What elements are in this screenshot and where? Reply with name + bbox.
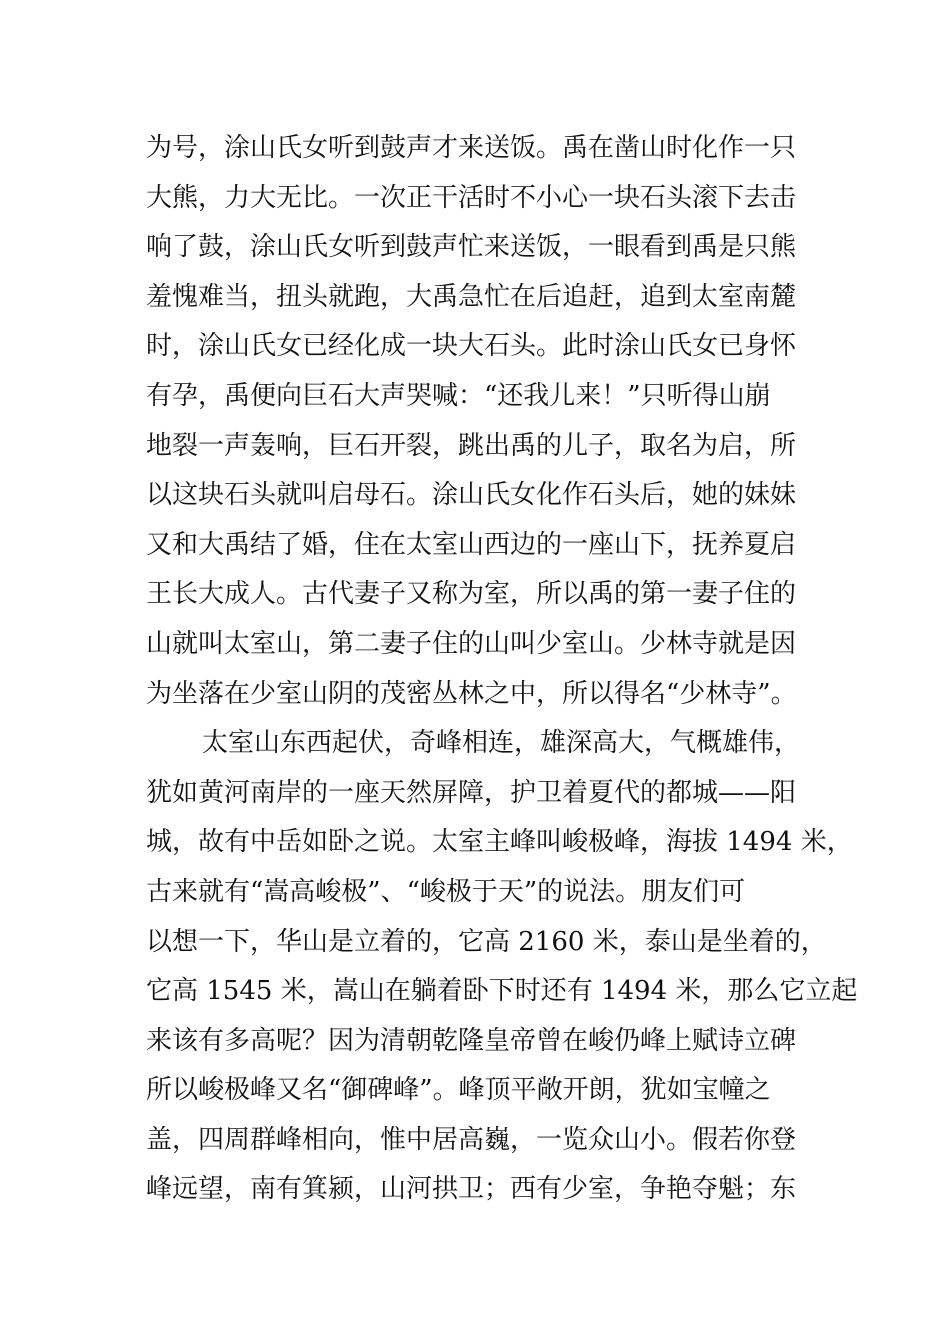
text-line: 以这块石头就叫启母石。涂山氏女化作石头后，她的妹妹 [146, 480, 797, 511]
text-line: 羞愧难当，扭头就跑，大禹急忙在后追赶，追到太室南麓 [146, 281, 797, 312]
text-line: 所以峻极峰又名“御碑峰”。峰顶平敞开朗，犹如宝幢之 [146, 1075, 771, 1106]
text-line: 山就叫太室山，第二妻子住的山叫少室山。少林寺就是因 [146, 628, 797, 659]
text-line: 来该有多高呢？因为清朝乾隆皇帝曾在峻仍峰上赋诗立碑 [146, 1025, 797, 1056]
text-line: 又和大禹结了婚，住在太室山西边的一座山下，抚养夏启 [146, 529, 797, 560]
text-line: 为号，涂山氏女听到鼓声才来送饭。禹在凿山时化作一只 [146, 133, 797, 163]
text-line: 有孕，禹便向巨石大声哭喊：“还我儿来！”只听得山崩 [146, 380, 771, 411]
text-line: 大熊，力大无比。一次正干活时不小心一块石头滚下去击 [146, 182, 797, 213]
text-line: 为坐落在少室山阴的茂密丛林之中，所以得名“少林寺”。 [146, 678, 797, 709]
body-text [146, 124, 858, 1215]
text-line: 以想一下，华山是立着的，它高 2160 米，泰山是坐着的， [146, 926, 827, 957]
text-line: 响了鼓，涂山氏女听到鼓声忙来送饭，一眼看到禹是只熊 [146, 232, 797, 263]
text-line: 王长大成人。古代妻子又称为室，所以禹的第一妻子住的 [146, 579, 797, 610]
text-line: 峰远望，南有箕颍，山河拱卫；西有少室，争艳夺魁；东 [146, 1174, 797, 1205]
text-line: 它高 1545 米，嵩山在躺着卧下时还有 1494 米，那么它立起 [146, 976, 858, 1007]
paragraph-start-line: 太室山东西起伏，奇峰相连，雄深高大，气概雄伟， [202, 728, 801, 759]
text-line: 地裂一声轰响，巨石开裂，跳出禹的儿子，取名为启，所 [146, 430, 797, 461]
text-line: 古来就有“嵩高峻极”、“峻极于天”的说法。朋友们可 [146, 876, 746, 907]
text-line: 犹如黄河南岸的一座天然屏障，护卫着夏代的都城——阳 [146, 777, 797, 808]
text-line: 盖，四周群峰相向，惟中居高巍，一览众山小。假若你登 [146, 1124, 797, 1155]
text-line: 时，涂山氏女已经化成一块大石头。此时涂山氏女已身怀 [146, 331, 797, 362]
text-line: 城，故有中岳如卧之说。太室主峰叫峻极峰，海拔 1494 米， [146, 827, 853, 858]
